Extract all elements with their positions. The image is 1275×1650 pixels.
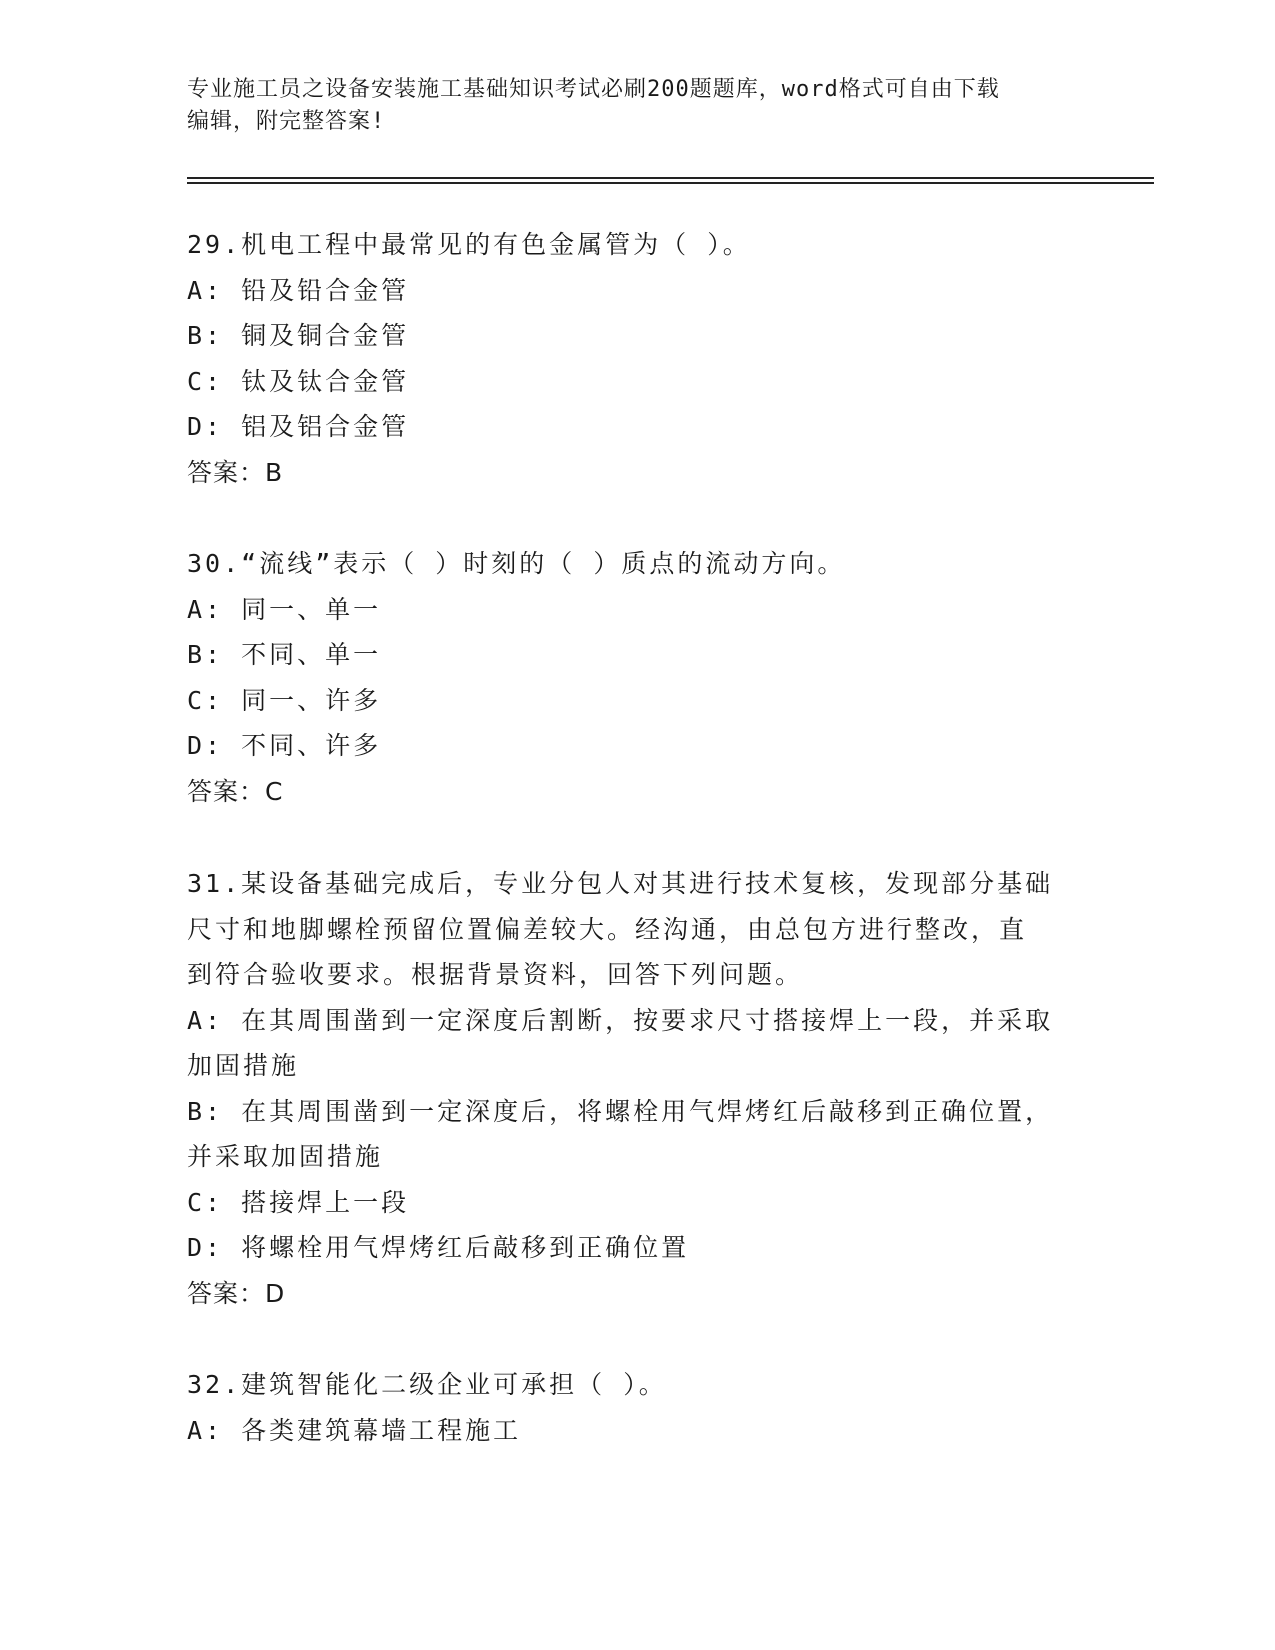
header-line-1: 专业施工员之设备安装施工基础知识考试必刷200题题库，word格式可自由下载	[187, 77, 1000, 102]
question-29	[187, 222, 1087, 495]
option-a-continued: 加固措施	[187, 1051, 300, 1080]
option-a: A: 在其周围凿到一定深度后割断，按要求尺寸搭接焊上一段，并采取	[187, 1005, 1054, 1035]
option-d: D: 将螺栓用气焊烤红后敲移到正确位置	[187, 1233, 690, 1262]
question-31	[187, 861, 1087, 1316]
question-30	[187, 541, 1087, 814]
header-divider-bottom	[187, 182, 1154, 184]
answer-label: 答案：	[187, 457, 266, 487]
question-32	[187, 1362, 1087, 1453]
question-stem: 29.机电工程中最常见的有色金属管为（ ）。	[187, 230, 751, 259]
answer-label: 答案：	[187, 1278, 266, 1308]
answer-value: D	[265, 1278, 286, 1308]
answer-value: B	[265, 457, 284, 487]
option-a: A: 各类建筑幕墙工程施工	[187, 1415, 522, 1445]
answer	[187, 1271, 1087, 1317]
option-a: A: 同一、单一	[187, 594, 382, 624]
question-stem-line-1: 31.某设备基础完成后，专业分包人对其进行技术复核，发现部分基础	[187, 869, 1054, 898]
question-stem: 30.“流线”表示（ ）时刻的（ ）质点的流动方向。	[187, 549, 846, 578]
option-b: B: 在其周围凿到一定深度后，将螺栓用气焊烤红后敲移到正确位置，	[187, 1096, 1054, 1126]
header-divider-top	[187, 177, 1154, 179]
option-d: D: 铝及铝合金管	[187, 412, 410, 441]
answer-value: C	[265, 776, 284, 806]
answer-label: 答案：	[187, 776, 266, 806]
option-d: D: 不同、许多	[187, 731, 382, 760]
answer	[187, 450, 1087, 496]
question-stem-line-3: 到符合验收要求。根据背景资料，回答下列问题。	[187, 960, 804, 989]
question-stem: 32.建筑智能化二级企业可承担（ ）。	[187, 1370, 667, 1399]
option-b: B: 铜及铜合金管	[187, 321, 410, 350]
option-c: C: 钛及钛合金管	[187, 366, 410, 396]
header-line-2: 编辑，附完整答案!	[187, 109, 386, 134]
answer	[187, 769, 1087, 815]
option-b-continued: 并采取加固措施	[187, 1142, 384, 1171]
document-header	[187, 74, 1087, 138]
option-b: B: 不同、单一	[187, 640, 382, 669]
question-stem-line-2: 尺寸和地脚螺栓预留位置偏差较大。经沟通，由总包方进行整改，直	[187, 914, 1028, 944]
option-c: C: 同一、许多	[187, 685, 382, 715]
option-a: A: 铅及铅合金管	[187, 275, 410, 305]
option-c: C: 搭接焊上一段	[187, 1187, 410, 1217]
